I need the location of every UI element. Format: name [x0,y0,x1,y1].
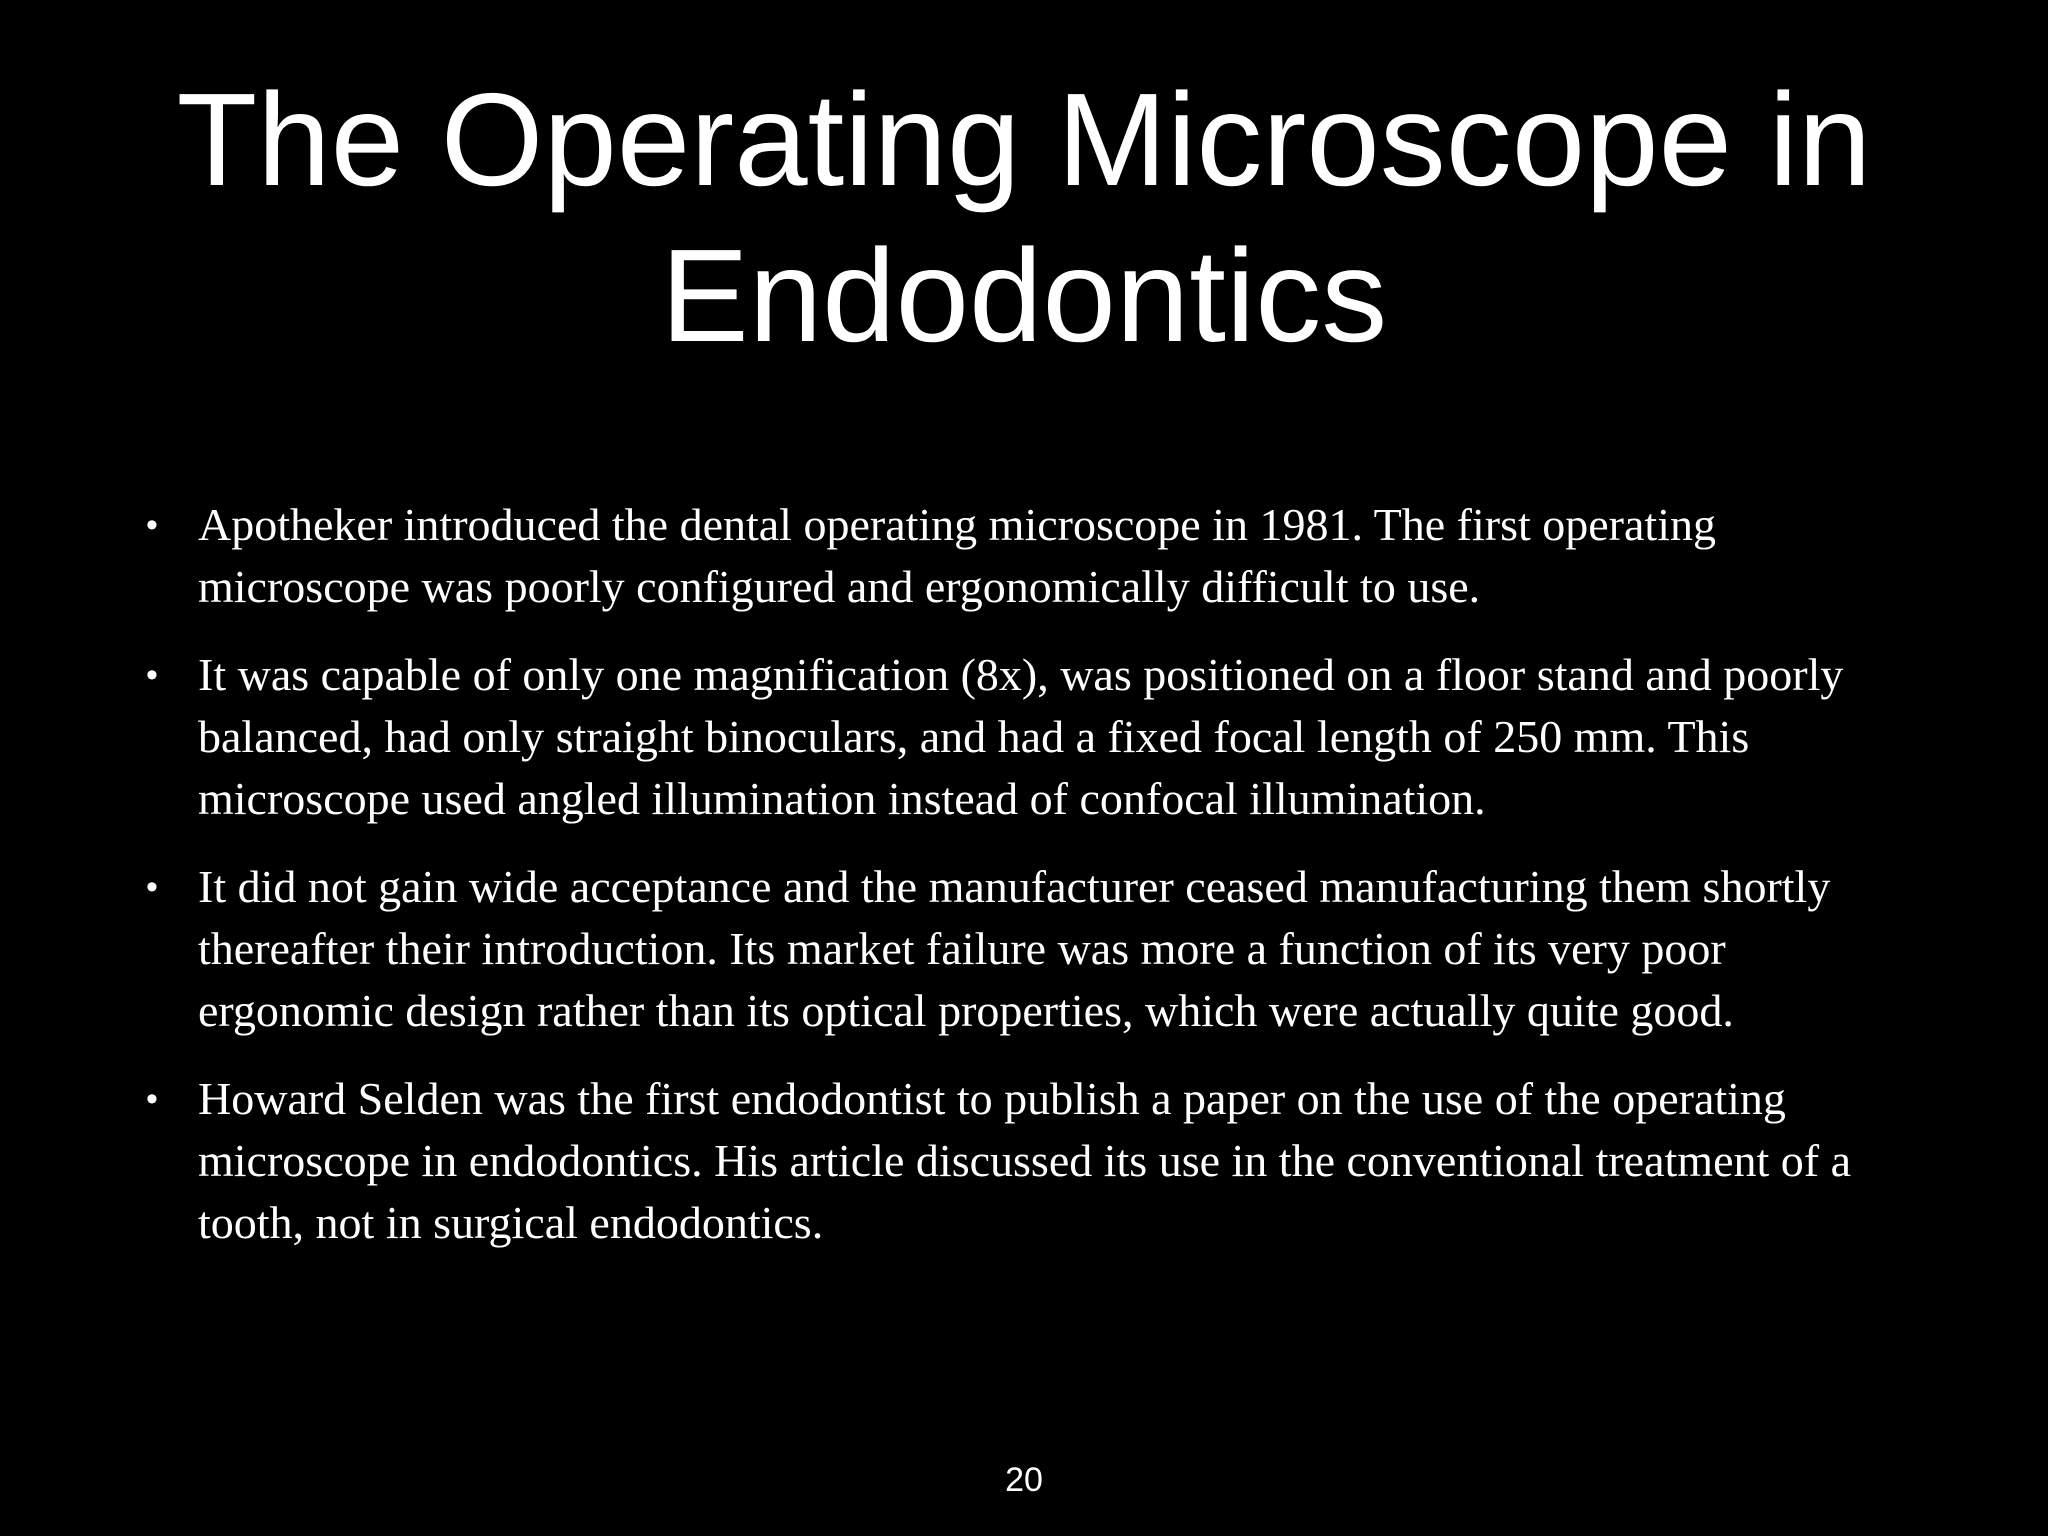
bullet-item [146,494,1906,618]
bullet-marker: • [146,506,158,544]
bullet-marker: • [146,1080,158,1118]
bullet-text: It was capable of only one magnification (8x), was positioned on a floor stand and poorly balanced, had only straight binoculars, and had a fixed focal length of 250 mm. This microscope used angled illumination instead of confocal illumination. [198,649,1844,824]
bullet-text: Howard Selden was the first endodontist to publish a paper on the use of the operating microscope in endodontics. His article discussed its use in the conventional treatment of a tooth, not in surgical endodontics. [198,1073,1852,1248]
bullet-item [146,856,1906,1042]
slide-title-line-1: The Operating Microscope in [176,66,1872,213]
slide-title [0,62,2048,374]
bullet-item [146,1068,1906,1254]
bullet-list [146,494,1906,1280]
bullet-item [146,644,1906,830]
slide-title-line-2: Endodontics [660,222,1388,369]
bullet-text: Apotheker introduced the dental operating microscope in 1981. The first operating microscope was poorly configured and ergonomically difficult to use. [198,499,1716,612]
bullet-text: It did not gain wide acceptance and the manufacturer ceased manufacturing them shortly thereafter their introduction. Its market failure was more a function of its very poor ergonomic design rather than its optical properties, which were actually quite good. [198,861,1831,1036]
bullet-marker: • [146,868,158,906]
page-number: 20 [1005,1461,1043,1499]
bullet-marker: • [146,656,158,694]
